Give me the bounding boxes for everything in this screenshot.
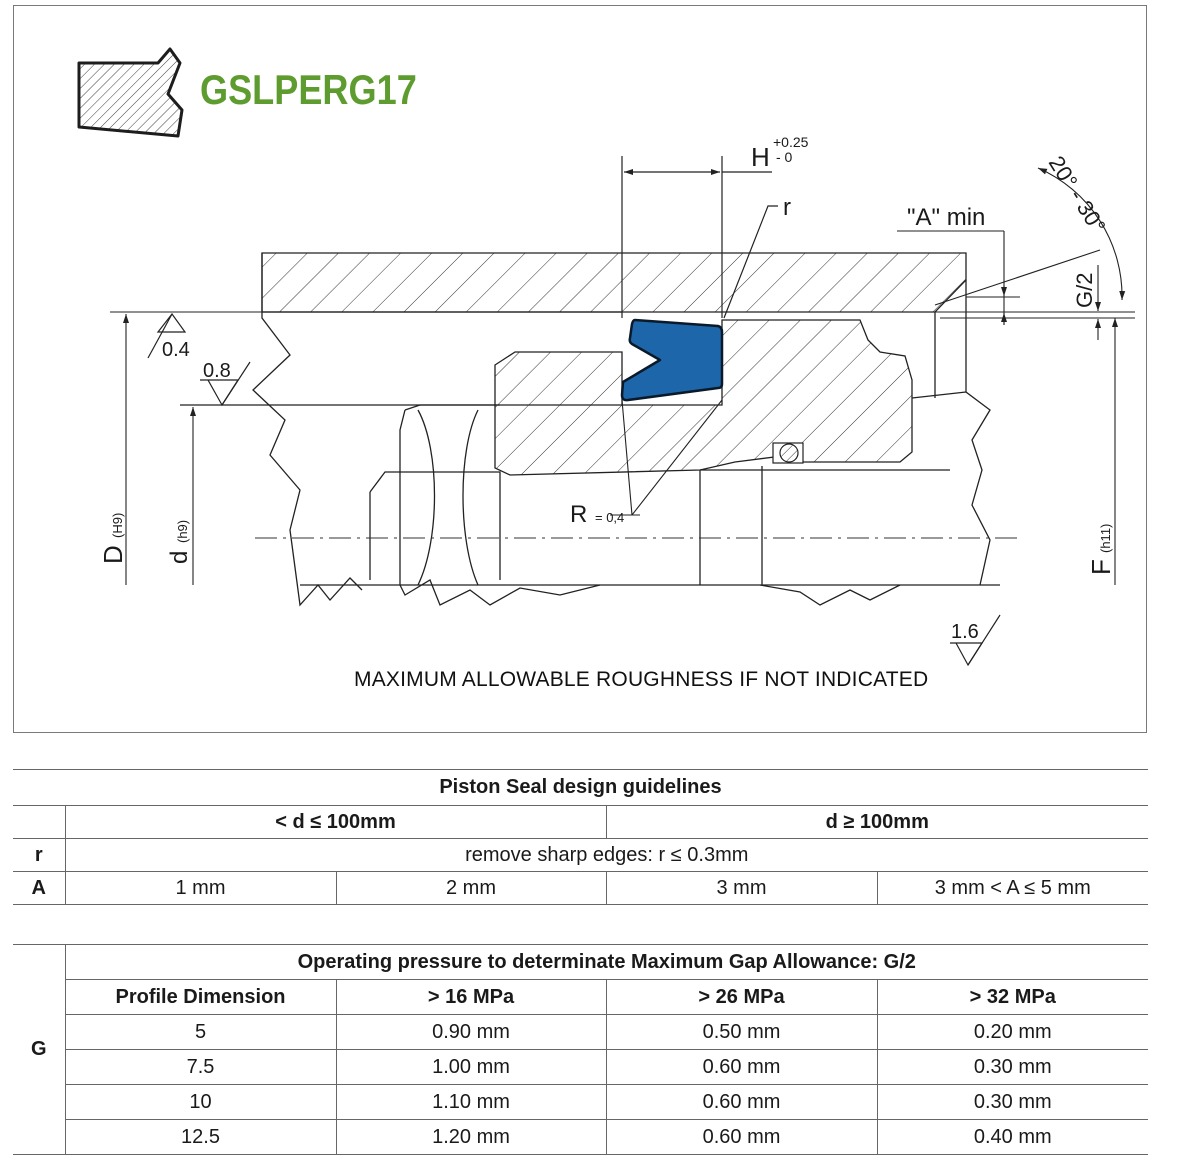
table-row <box>13 872 1148 905</box>
row-label-a: A <box>13 872 65 905</box>
roughness-08-label: 0.8 <box>203 360 231 382</box>
a-value-cell: 3 mm <box>606 872 877 905</box>
r-label: r <box>783 194 791 221</box>
table-cell: 0.20 mm <box>877 1015 1148 1050</box>
table-cell: 0.90 mm <box>336 1015 606 1050</box>
piston-seal <box>622 320 722 400</box>
table-cell: 1.20 mm <box>336 1120 606 1155</box>
h-label: H <box>751 142 770 172</box>
header-26mpa: > 26 MPa <box>606 980 877 1015</box>
table-cell: 5 <box>65 1015 336 1050</box>
design-table-caption: Piston Seal design guidelines <box>13 770 1148 806</box>
table-header-row <box>13 980 1148 1015</box>
a-min-label: "A" min <box>907 204 986 231</box>
r-large-label: R <box>570 501 588 528</box>
row-label-r: r <box>13 839 65 872</box>
header-profile-dimension: Profile Dimension <box>65 980 336 1015</box>
row-label-g: G <box>13 945 65 1155</box>
table-cell: 0.60 mm <box>606 1050 877 1085</box>
cylinder-housing <box>262 253 966 312</box>
table-header-row <box>13 806 1148 839</box>
table-row <box>13 1120 1148 1155</box>
header-16mpa: > 16 MPa <box>336 980 606 1015</box>
a-value-cell: 1 mm <box>65 872 336 905</box>
table-cell: 0.60 mm <box>606 1120 877 1155</box>
table-caption-row <box>13 770 1148 806</box>
table-row <box>13 1085 1148 1120</box>
d-small-tol: (h9) <box>175 519 190 543</box>
table-cell: 10 <box>65 1085 336 1120</box>
col-group-small-d: < d ≤ 100mm <box>65 806 606 839</box>
table-cell: 1.00 mm <box>336 1050 606 1085</box>
gap-table-caption: Operating pressure to determinate Maximum Gap Allowance: G/2 <box>65 945 1148 980</box>
h-tol-upper: +0.25 <box>773 134 809 150</box>
gap-allowance-table <box>13 944 1148 1155</box>
f-label: F <box>1086 559 1116 575</box>
product-code-title: GSLPERG17 <box>200 66 417 113</box>
f-tol: (h11) <box>1098 523 1113 553</box>
a-value-cell: 2 mm <box>336 872 606 905</box>
table-row <box>13 1015 1148 1050</box>
r-large-value: = 0,4 <box>595 510 625 525</box>
table-cell: 0.60 mm <box>606 1085 877 1120</box>
table-cell: 7.5 <box>65 1050 336 1085</box>
h-tol-lower: - 0 <box>776 149 793 165</box>
table-cell: 0.30 mm <box>877 1050 1148 1085</box>
table-row <box>13 839 1148 872</box>
g-half-label: G/2 <box>1072 272 1097 308</box>
seal-profile-icon <box>79 49 182 136</box>
blank-header-cell <box>13 806 65 839</box>
header-32mpa: > 32 MPa <box>877 980 1148 1015</box>
d-small-label: d <box>166 550 193 564</box>
d-big-tol: (H9) <box>110 512 125 538</box>
table-cell: 12.5 <box>65 1120 336 1155</box>
d-big-label: D <box>98 545 128 564</box>
design-guidelines-table <box>13 769 1148 905</box>
row-r-value: remove sharp edges: r ≤ 0.3mm <box>65 839 1148 872</box>
roughness-16-label: 1.6 <box>951 621 979 643</box>
angle-label: 20° - 30° <box>1043 151 1111 238</box>
col-group-large-d: d ≥ 100mm <box>606 806 1148 839</box>
table-cell: 0.40 mm <box>877 1120 1148 1155</box>
o-ring <box>773 443 803 463</box>
roughness-04-label: 0.4 <box>162 339 190 361</box>
table-cell: 0.30 mm <box>877 1085 1148 1120</box>
table-row <box>13 1050 1148 1085</box>
table-caption-row <box>13 945 1148 980</box>
table-cell: 0.50 mm <box>606 1015 877 1050</box>
roughness-note: MAXIMUM ALLOWABLE ROUGHNESS IF NOT INDICATED <box>354 668 929 691</box>
a-value-cell: 3 mm < A ≤ 5 mm <box>877 872 1148 905</box>
table-cell: 1.10 mm <box>336 1085 606 1120</box>
